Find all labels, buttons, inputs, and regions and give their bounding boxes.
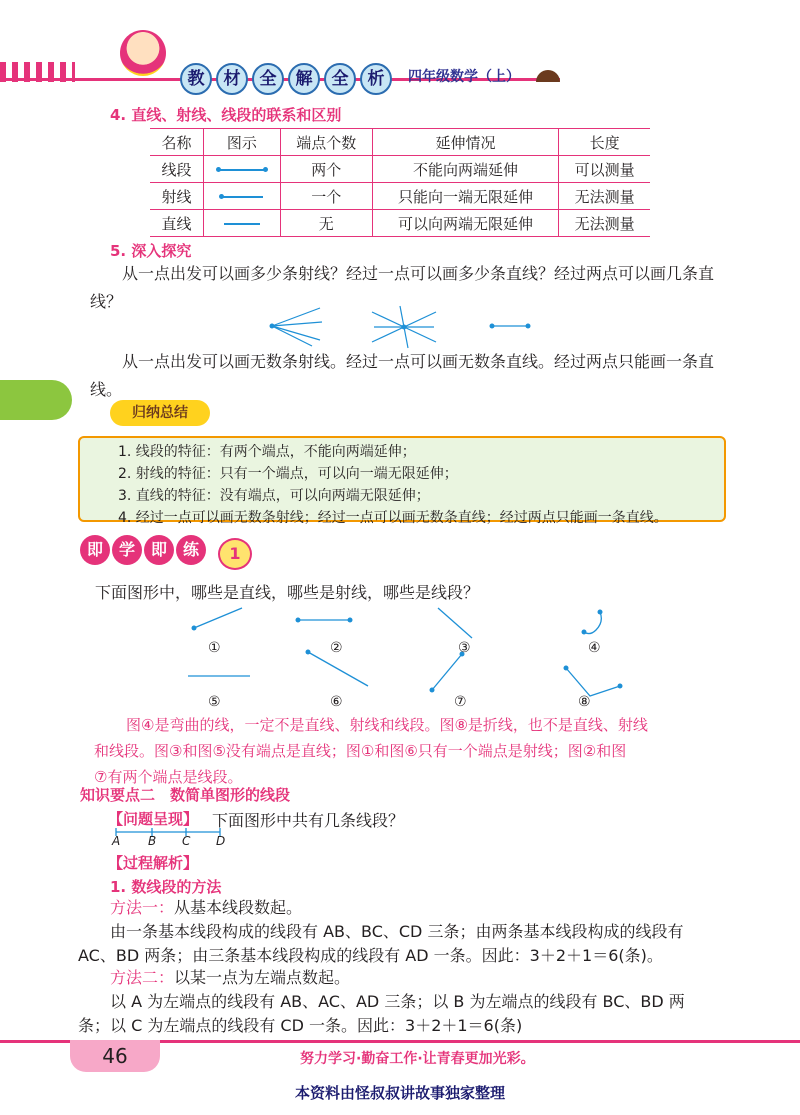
practice-char: 学 bbox=[112, 535, 142, 565]
rays-lines-figure bbox=[260, 300, 540, 350]
question-paragraph: 从一点出发可以画多少条射线？经过一点可以画多少条直线？经过两点可以画几条直线？ bbox=[90, 264, 715, 311]
method-body-line: 由一条基本线段构成的线段有 AB、BC、CD 三条；由两条基本线段构成的线段有 bbox=[110, 922, 684, 941]
column-header: 名称 bbox=[150, 129, 204, 156]
practice-char: 即 bbox=[144, 535, 174, 565]
method-text: 以某一点为左端点数起。 bbox=[174, 968, 351, 987]
figure-label: ⑧ bbox=[578, 694, 591, 710]
section-title: 4. 直线、射线、线段的联系和区别 bbox=[110, 106, 342, 124]
column-header: 端点个数 bbox=[280, 129, 372, 156]
series-char: 材 bbox=[216, 63, 248, 95]
cell-extension: 只能向一端无限延伸 bbox=[372, 183, 558, 210]
side-tab bbox=[0, 380, 72, 420]
cell-extension: 可以向两端无限延伸 bbox=[372, 210, 558, 237]
problem-tag: 【问题呈现】 bbox=[108, 810, 199, 828]
method-text: 从基本线段数起。 bbox=[174, 898, 303, 917]
ray-diagram bbox=[204, 183, 281, 210]
point-label: D bbox=[216, 834, 226, 848]
column-header: 长度 bbox=[559, 129, 650, 156]
table-row bbox=[150, 210, 650, 237]
book-subtitle: 四年级数学（上） bbox=[408, 69, 520, 85]
figure-label: ⑦ bbox=[454, 694, 467, 710]
figure-label: ③ bbox=[458, 640, 471, 656]
point-label: C bbox=[182, 834, 191, 848]
figure-label: ① bbox=[208, 640, 221, 656]
mascot-icon bbox=[120, 30, 166, 76]
method-label: 方法二： bbox=[110, 968, 175, 987]
figure-label: ⑥ bbox=[330, 694, 343, 710]
cell-endpoints: 无 bbox=[280, 210, 372, 237]
process-tag: 【过程解析】 bbox=[108, 854, 199, 872]
summary-line: 4. 经过一点可以画无数条射线；经过一点可以画无数条直线；经过两点只能画一条直线。 bbox=[118, 510, 668, 526]
table-header-row bbox=[150, 129, 650, 156]
summary-tag: 归纳总结 bbox=[110, 400, 210, 426]
cap-icon bbox=[536, 70, 560, 82]
method-label: 方法一： bbox=[110, 898, 175, 917]
series-char: 全 bbox=[252, 63, 284, 95]
practice-question: 下面图形中，哪些是直线，哪些是射线，哪些是线段？ bbox=[95, 583, 480, 602]
footer-motto: 努力学习·勤奋工作·让青春更加光彩。 bbox=[300, 1051, 535, 1067]
series-char: 析 bbox=[360, 63, 392, 95]
summary-line: 3. 直线的特征：没有端点，可以向两端无限延伸； bbox=[118, 488, 430, 504]
series-char: 教 bbox=[180, 63, 212, 95]
answer-paragraph: 从一点出发可以画无数条射线。经过一点可以画无数条直线。经过两点只能画一条直线。 bbox=[90, 352, 715, 399]
method-two bbox=[110, 966, 350, 990]
method-one-body bbox=[78, 920, 738, 968]
method-two-body bbox=[78, 990, 738, 1038]
figure-label: ⑤ bbox=[208, 694, 221, 710]
summary-line: 1. 线段的特征：有两个端点，不能向两端延伸； bbox=[118, 444, 416, 460]
point-label: A bbox=[112, 834, 121, 848]
series-char: 全 bbox=[324, 63, 356, 95]
series-char: 解 bbox=[288, 63, 320, 95]
answer-line: 和线段。图③和图⑤没有端点是直线；图①和图⑥只有一个端点是射线；图②和图 bbox=[94, 742, 627, 760]
summary-box bbox=[78, 436, 726, 526]
credit-line: 本资料由怪叔叔讲故事独家整理 bbox=[294, 1084, 505, 1102]
method-body-line: AC、BD 两条；由三条基本线段构成的线段有 AD 一条。因此：3＋2＋1＝6(条)。 bbox=[78, 946, 663, 965]
method-body-line: 以 A 为左端点的线段有 AB、AC、AD 三条；以 B 为左端点的线段有 BC、BD 两 bbox=[110, 992, 685, 1011]
answer-line: ⑦有两个端点是线段。 bbox=[94, 768, 243, 786]
column-header: 延伸情况 bbox=[372, 129, 558, 156]
answer-line: 图④是弯曲的线，一定不是直线、射线和线段。图⑧是折线，也不是直线、射线 bbox=[126, 716, 648, 734]
method-one bbox=[110, 896, 302, 920]
table-row bbox=[150, 156, 650, 183]
method-body-line: 条；以 C 为左端点的线段有 CD 一条。因此：3＋2＋1＝6(条) bbox=[78, 1016, 523, 1035]
practice-number: 1 bbox=[218, 538, 252, 570]
column-header: 图示 bbox=[204, 129, 281, 156]
practice-figures bbox=[180, 600, 640, 710]
section-title: 5. 深入探究 bbox=[110, 242, 192, 260]
segment-figure bbox=[112, 826, 232, 840]
page-number: 46 bbox=[70, 1040, 160, 1072]
table-row bbox=[150, 183, 650, 210]
cell-name: 直线 bbox=[150, 210, 204, 237]
practice-char: 即 bbox=[80, 535, 110, 565]
problem-text: 下面图形中共有几条线段？ bbox=[212, 811, 405, 830]
comparison-table bbox=[150, 128, 650, 237]
figure-label: ④ bbox=[588, 640, 601, 656]
cell-name: 射线 bbox=[150, 183, 204, 210]
cell-name: 线段 bbox=[150, 156, 204, 183]
line-diagram bbox=[204, 210, 281, 237]
method-title: 1. 数线段的方法 bbox=[110, 878, 222, 896]
knowledge-title: 知识要点二 数简单图形的线段 bbox=[80, 786, 291, 804]
figure-label: ② bbox=[330, 640, 343, 656]
practice-char: 练 bbox=[176, 535, 206, 565]
cell-extension: 不能向两端延伸 bbox=[372, 156, 558, 183]
cell-length: 可以测量 bbox=[559, 156, 650, 183]
point-label: B bbox=[148, 834, 157, 848]
cell-length: 无法测量 bbox=[559, 210, 650, 237]
summary-line: 2. 射线的特征：只有一个端点，可以向一端无限延伸； bbox=[118, 466, 458, 482]
cell-endpoints: 两个 bbox=[280, 156, 372, 183]
cell-length: 无法测量 bbox=[559, 183, 650, 210]
cell-endpoints: 一个 bbox=[280, 183, 372, 210]
practice-answer bbox=[94, 712, 734, 790]
segment-diagram bbox=[204, 156, 281, 183]
